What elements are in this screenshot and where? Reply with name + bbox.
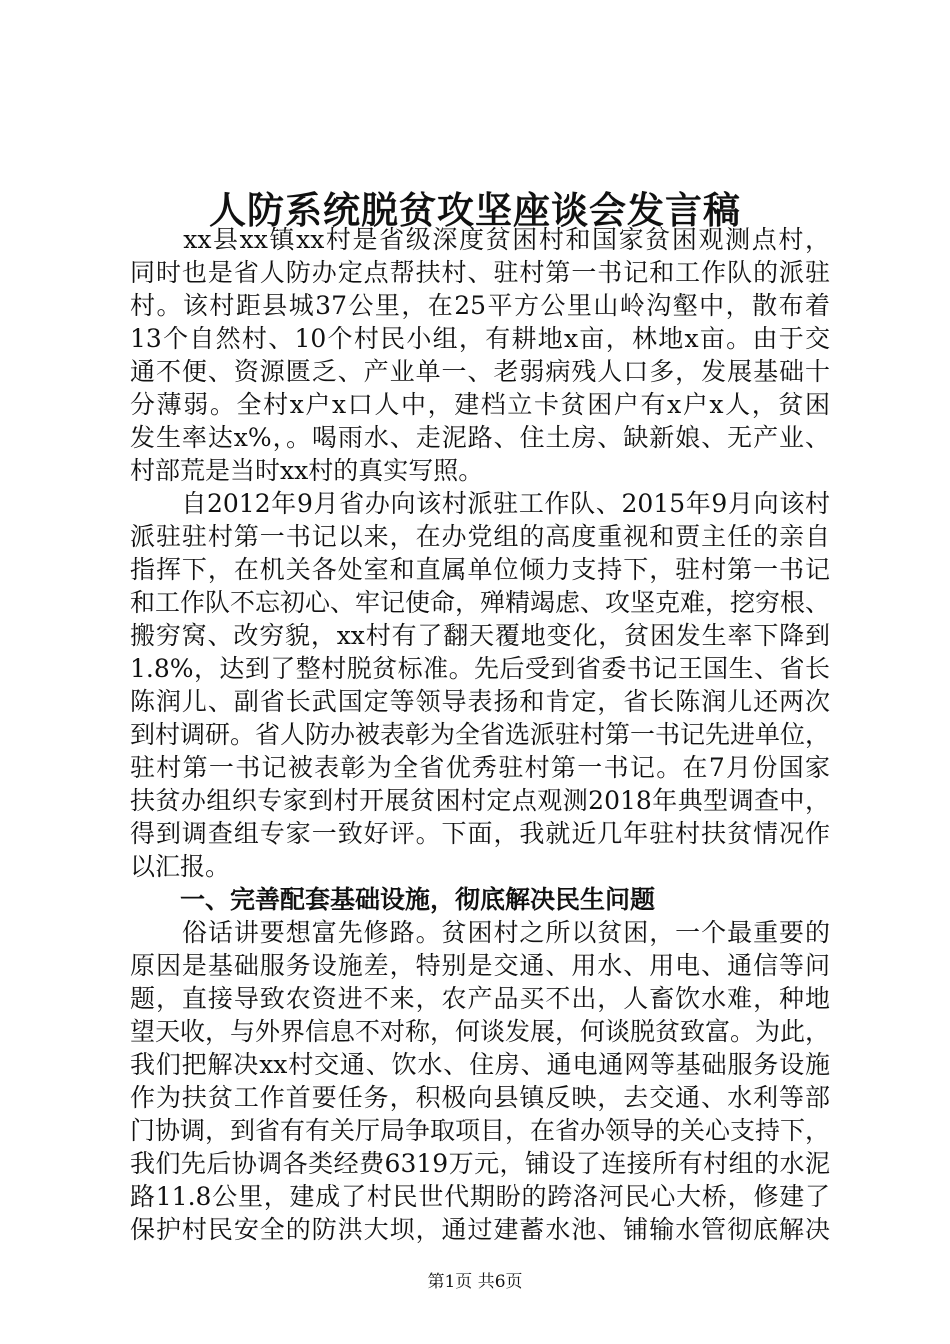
body-line: 原因是基础服务设施差，特别是交通、用水、用电、通信等问	[130, 951, 830, 980]
body-line: 作为扶贫工作首要任务，积极向县镇反映，去交通、水利等部	[130, 1083, 830, 1112]
body-line: 派驻驻村第一书记以来，在办党组的高度重视和贾主任的亲自	[130, 522, 830, 551]
body-line: 通不便、资源匮乏、产业单一、老弱病残人口多，发展基础十	[130, 357, 830, 386]
body-line: 望天收，与外界信息不对称，何谈发展，何谈脱贫致富。为此，	[130, 1017, 831, 1046]
body-line: 同时也是省人防办定点帮扶村、驻村第一书记和工作队的派驻	[130, 258, 830, 287]
body-line: 保护村民安全的防洪大坝，通过建蓄水池、铺输水管彻底解决	[130, 1215, 830, 1244]
body-line: 1.8%，达到了整村脱贫标准。先后受到省委书记王国生、省长	[130, 654, 830, 683]
body-line: 题，直接导致农资进不来，农产品买不出，人畜饮水难，种地	[130, 984, 830, 1013]
body-line: 搬穷窝、改穷貌，xx村有了翻天覆地变化，贫困发生率下降到	[130, 621, 830, 650]
body-line: 和工作队不忘初心、牢记使命，殚精竭虑、攻坚克难，挖穷根、	[130, 588, 831, 617]
body-line: 得到调查组专家一致好评。下面，我就近几年驻村扶贫情况作	[130, 819, 830, 848]
body-line: 路11.8公里，建成了村民世代期盼的跨洛河民心大桥，修建了	[130, 1182, 830, 1211]
body-line: 我们把解决xx村交通、饮水、住房、通电通网等基础服务设施	[130, 1050, 830, 1079]
body-line: 门协调，到省有有关厅局争取项目，在省办领导的关心支持下，	[130, 1116, 831, 1145]
document-title: 人防系统脱贫攻坚座谈会发言稿	[209, 188, 741, 232]
body-line: 我们先后协调各类经费6319万元，铺设了连接所有村组的水泥	[130, 1149, 830, 1178]
body-line: 自2012年9月省办向该村派驻工作队、2015年9月向该村	[130, 489, 830, 518]
body-line: 13个自然村、10个村民小组，有耕地x亩，林地x亩。由于交	[130, 324, 830, 353]
body-line: 俗话讲要想富先修路。贫困村之所以贫困，一个最重要的	[130, 918, 830, 947]
body-line: 指挥下，在机关各处室和直属单位倾力支持下，驻村第一书记	[130, 555, 830, 584]
body-line: 村部荒是当时xx村的真实写照。	[130, 456, 484, 485]
page-footer: 第1页 共6页	[427, 1272, 523, 1292]
body-line: 陈润儿、副省长武国定等领导表扬和肯定，省长陈润儿还两次	[130, 687, 830, 716]
section-heading: 一、完善配套基础设施，彻底解决民生问题	[130, 885, 656, 914]
body-line: 驻村第一书记被表彰为全省优秀驻村第一书记。在7月份国家	[130, 753, 830, 782]
body-line: 分薄弱。全村x户x口人中，建档立卡贫困户有x户x人，贫困	[130, 390, 830, 419]
body-line: 村。该村距县城37公里，在25平方公里山岭沟壑中，散布着	[130, 291, 830, 320]
body-line: xx县xx镇xx村是省级深度贫困村和国家贫困观测点村，	[130, 225, 830, 254]
body-line: 发生率达x%，。喝雨水、走泥路、住土房、缺新娘、无产业、	[130, 423, 830, 452]
body-line: 扶贫办组织专家到村开展贫困村定点观测2018年典型调查中，	[130, 786, 830, 815]
body-line: 以汇报。	[130, 852, 231, 881]
body-line: 到村调研。省人防办被表彰为全省选派驻村第一书记先进单位，	[130, 720, 831, 749]
